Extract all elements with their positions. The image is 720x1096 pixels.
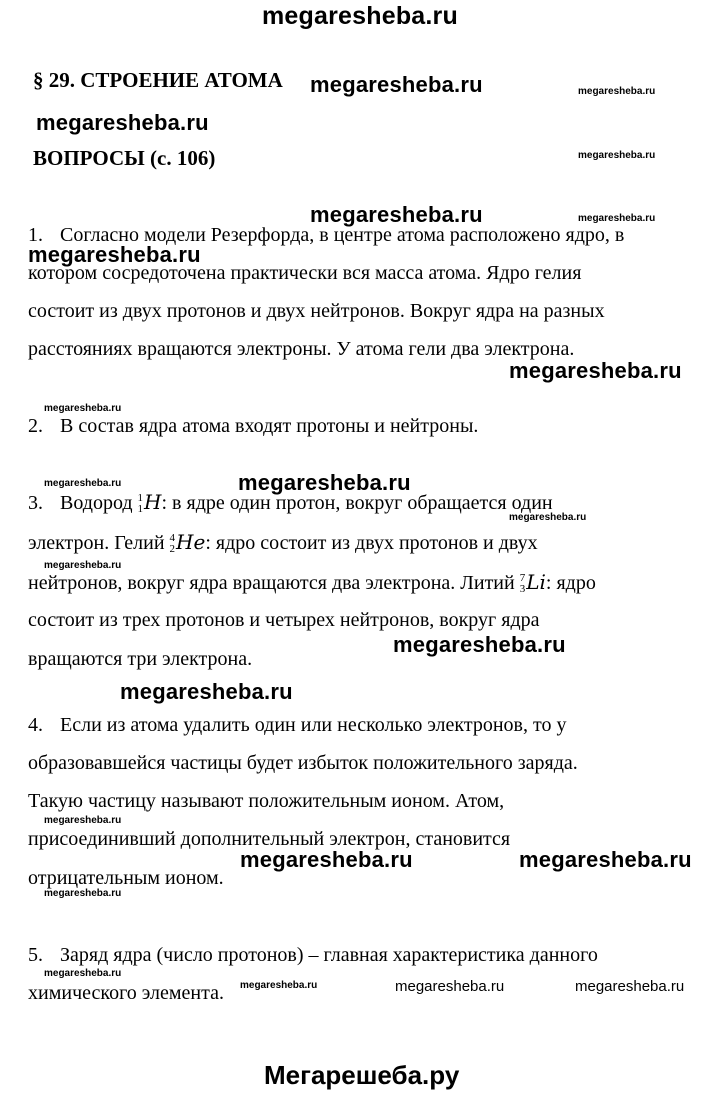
nuclide-notation: 4 2 bbox=[169, 532, 176, 556]
answer-number: 3. bbox=[28, 492, 43, 514]
answer-line: 5. Заряд ядра (число протонов) – главная характеристика данного bbox=[28, 944, 598, 966]
answer-line: нейтронов, вокруг ядра вращаются два электрона. Литий 7 3 Li: ядро bbox=[28, 570, 596, 596]
answer-line: отрицательным ионом. bbox=[28, 867, 224, 889]
nuclide-symbol: H bbox=[144, 490, 162, 514]
answer-line: электрон. Гелий 4 2 He: ядро состоит из двух протонов и двух bbox=[28, 530, 538, 556]
watermark: megaresheba.ru bbox=[393, 632, 566, 657]
watermark: megaresheba.ru bbox=[44, 968, 122, 979]
answer-line: вращаются три электрона. bbox=[28, 648, 253, 670]
watermark: megaresheba.ru bbox=[28, 242, 201, 267]
watermark: megaresheba.ru bbox=[519, 847, 692, 872]
answer-number: 5. bbox=[28, 944, 43, 966]
watermark: megaresheba.ru bbox=[238, 470, 411, 495]
nuclide-symbol: He bbox=[176, 530, 206, 554]
section-title: § 29. СТРОЕНИЕ АТОМА bbox=[33, 68, 283, 92]
answer-line: состоит из двух протонов и двух нейтронов. Вокруг ядра на разных bbox=[28, 300, 605, 322]
watermark: megaresheba.ru bbox=[240, 847, 413, 872]
watermark: megaresheba.ru bbox=[395, 978, 505, 995]
watermark: megaresheba.ru bbox=[578, 150, 656, 161]
answer-line: 4. Если из атома удалить один или несколько электронов, то у bbox=[28, 714, 567, 736]
answer-number: 4. bbox=[28, 714, 43, 736]
watermark: megaresheba.ru bbox=[310, 202, 483, 227]
watermark: megaresheba.ru bbox=[310, 72, 483, 97]
watermark: megaresheba.ru bbox=[120, 679, 293, 704]
watermark: megaresheba.ru bbox=[509, 358, 682, 383]
nuclide-notation: 7 3 bbox=[519, 572, 526, 596]
answer-line: 2. В состав ядра атома входят протоны и нейтроны. bbox=[28, 415, 479, 437]
answer-line: Такую частицу называют положительным ионом. Атом, bbox=[28, 790, 505, 812]
answer-line: химического элемента. bbox=[28, 982, 224, 1004]
watermark: megaresheba.ru bbox=[44, 478, 122, 489]
answer-line: расстояниях вращаются электроны. У атома гели два электрона. bbox=[28, 338, 575, 360]
answer-line: 1. Согласно модели Резерфорда, в центре атома расположено ядро, в bbox=[28, 224, 625, 246]
watermark-top: megaresheba.ru bbox=[262, 2, 458, 30]
watermark: megaresheba.ru bbox=[44, 888, 122, 899]
watermark: megaresheba.ru bbox=[44, 560, 122, 571]
answer-line: котором сосредоточена практически вся масса атома. Ядро гелия bbox=[28, 262, 582, 284]
watermark: megaresheba.ru bbox=[575, 978, 685, 995]
watermark: megaresheba.ru bbox=[44, 403, 122, 414]
answer-number: 1. bbox=[28, 224, 43, 246]
watermark: megaresheba.ru bbox=[240, 980, 318, 991]
watermark: megaresheba.ru bbox=[36, 110, 209, 135]
watermark: megaresheba.ru bbox=[578, 213, 656, 224]
watermark: megaresheba.ru bbox=[44, 815, 122, 826]
nuclide-notation: 1 1 bbox=[137, 492, 144, 516]
answer-line: присоединивший дополнительный электрон, становится bbox=[28, 828, 511, 850]
watermark: megaresheba.ru bbox=[509, 512, 587, 523]
footer-brand: Мегарешеба.ру bbox=[264, 1060, 460, 1090]
answer-number: 2. bbox=[28, 415, 43, 437]
answer-line: образовавшейся частицы будет избыток положительного заряда. bbox=[28, 752, 578, 774]
questions-subtitle: ВОПРОСЫ (с. 106) bbox=[33, 146, 216, 170]
watermark: megaresheba.ru bbox=[578, 86, 656, 97]
answer-line: 3. Водород 1 1 H: в ядре один протон, вокруг обращается один bbox=[28, 490, 553, 516]
answer-line: состоит из трех протонов и четырех нейтронов, вокруг ядра bbox=[28, 609, 540, 631]
nuclide-symbol: Li bbox=[526, 570, 546, 594]
